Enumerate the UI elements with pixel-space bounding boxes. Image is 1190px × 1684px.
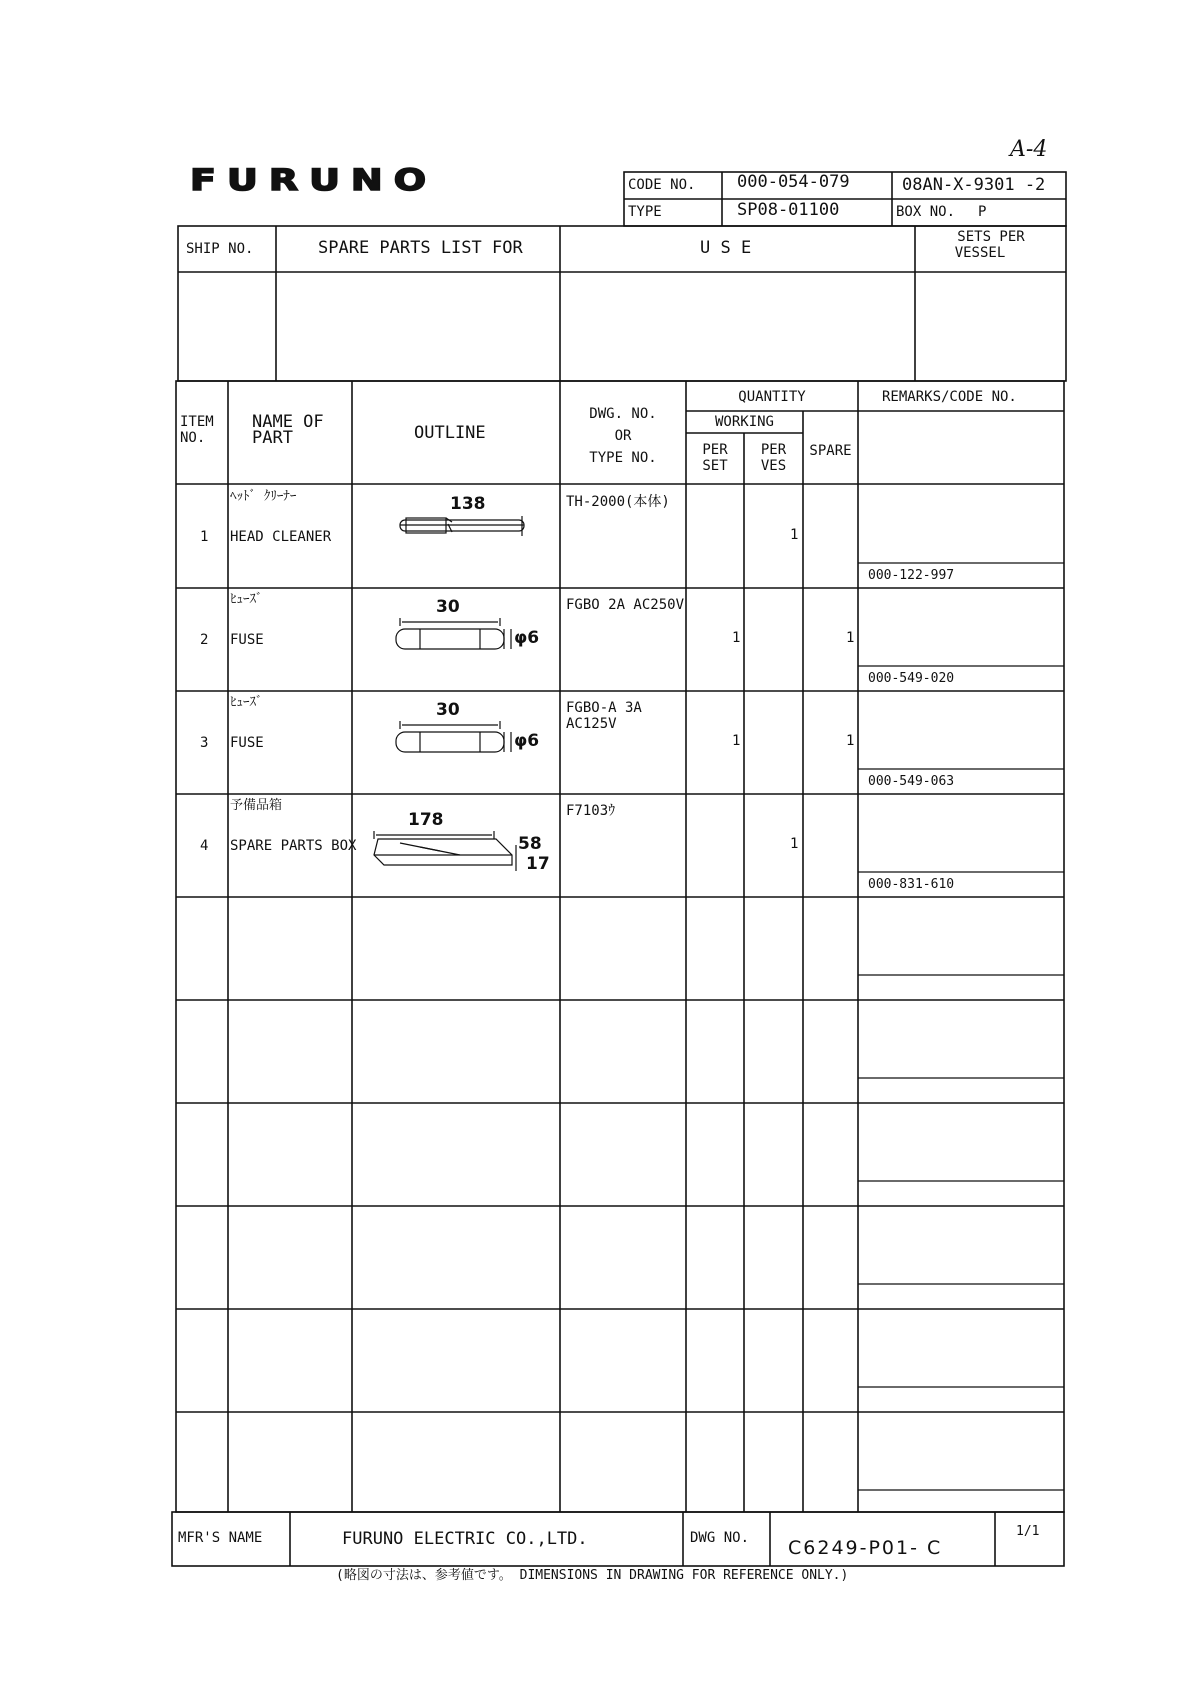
per-set-header: [686, 442, 744, 474]
item-no-header: [180, 414, 214, 446]
type-label: TYPE: [628, 204, 662, 220]
dimension-label: 30: [436, 597, 460, 617]
dwg-no-label: DWG NO.: [690, 1530, 750, 1546]
dwg-no-value: C6249-P01- C: [788, 1537, 943, 1559]
working-header: WORKING: [714, 414, 774, 430]
dimension-label: 30: [436, 700, 460, 720]
spare-header: SPARE: [809, 443, 852, 459]
spare-parts-box-outline-drawing: [370, 825, 540, 875]
per-ves-line2: VES: [760, 458, 787, 474]
sets-per-vessel-label: [918, 229, 1064, 261]
dimension-label: 178: [408, 810, 444, 830]
item-name-jp: ﾋｭｰｽﾞ: [230, 695, 263, 710]
item-code: 000-831-610: [868, 877, 955, 892]
use-label: U S E: [700, 238, 752, 258]
item-header-line2: NO.: [180, 430, 206, 446]
per-set-line2: SET: [702, 458, 728, 474]
item-spare: 1: [846, 630, 855, 646]
item-name-jp: ﾍｯﾄﾞ ｸﾘｰﾅｰ: [230, 489, 297, 504]
ship-no-label: SHIP NO.: [186, 241, 254, 257]
item-dwg: [566, 700, 642, 732]
code-no-value: 000-054-079: [737, 172, 850, 192]
dwg-line: F7103ｳ: [566, 803, 616, 819]
reference-note: (略図の寸法は、参考値です。 DIMENSIONS IN DRAWING FOR REFERENCE ONLY.): [336, 1568, 849, 1583]
item-dwg: [566, 494, 670, 510]
item-number: 1: [200, 529, 209, 545]
item-dwg: [566, 597, 684, 613]
dwg-line: TH-2000(本体): [566, 494, 670, 510]
item-dwg: [566, 803, 615, 819]
item-name-jp: 予備品箱: [230, 798, 283, 813]
item-number: 2: [200, 632, 209, 648]
item-header-line1: ITEM: [180, 414, 214, 430]
item-spare: 1: [846, 733, 855, 749]
item-name: HEAD CLEANER: [230, 529, 332, 545]
name-header: [252, 414, 324, 446]
page-mark: A-4: [1010, 137, 1048, 162]
dimension-label: φ6: [514, 731, 540, 751]
dwg-line: FGBO-A 3A: [566, 700, 642, 716]
item-per-set: 1: [732, 630, 741, 646]
box-no-value: P: [978, 204, 987, 220]
item-per-ves: 1: [790, 527, 799, 543]
dimension-label: 58: [518, 834, 542, 854]
item-name-jp: ﾋｭｰｽﾞ: [230, 592, 263, 607]
type-value: SP08-01100: [737, 200, 840, 220]
item-name: FUSE: [230, 735, 264, 751]
sheet-number: 1/1: [1016, 1524, 1040, 1539]
dimension-label: φ6: [514, 628, 540, 648]
reference-number: 08AN-X-9301 -2: [902, 175, 1046, 195]
item-per-set: 1: [732, 733, 741, 749]
item-code: 000-122-997: [868, 568, 955, 583]
item-name: FUSE: [230, 632, 264, 648]
item-number: 4: [200, 838, 209, 854]
brand-logo: [190, 160, 490, 200]
code-no-label: CODE NO.: [628, 177, 696, 193]
box-no-label: BOX NO.: [896, 204, 956, 220]
mfr-name-label: MFR'S NAME: [178, 1530, 263, 1546]
per-set-line1: PER: [702, 442, 728, 458]
dwg-line: AC125V: [566, 716, 617, 732]
item-name: SPARE PARTS BOX: [230, 838, 357, 854]
quantity-header: QUANTITY: [738, 389, 806, 405]
name-header-line2: PART: [252, 428, 293, 448]
item-code: 000-549-020: [868, 671, 955, 686]
name-header-line1: NAME OF: [252, 412, 324, 432]
dwg-header-line1: DWG. NO.: [589, 406, 657, 422]
dimension-label: 17: [526, 854, 550, 874]
item-code: 000-549-063: [868, 774, 955, 789]
dwg-header-line3: TYPE NO.: [589, 450, 657, 466]
list-title: SPARE PARTS LIST FOR: [318, 238, 523, 258]
head-cleaner-outline-drawing: [390, 512, 540, 542]
dimension-label: 138: [450, 494, 486, 514]
vessel-line: VESSEL: [954, 245, 1006, 261]
mfr-name-value: FURUNO ELECTRIC CO.,LTD.: [342, 1529, 588, 1549]
per-ves-header: [744, 442, 803, 474]
item-number: 3: [200, 735, 209, 751]
per-ves-line1: PER: [760, 442, 787, 458]
outline-header: OUTLINE: [414, 423, 486, 443]
item-per-ves: 1: [790, 836, 799, 852]
logo-text: FURUNO: [190, 162, 438, 198]
sets-per-line: SETS PER: [957, 229, 1025, 245]
dwg-header: [562, 403, 684, 469]
dwg-header-line2: OR: [614, 428, 632, 444]
dwg-line: FGBO 2A AC250V: [566, 597, 685, 613]
remarks-header: REMARKS/CODE NO.: [882, 389, 1017, 405]
